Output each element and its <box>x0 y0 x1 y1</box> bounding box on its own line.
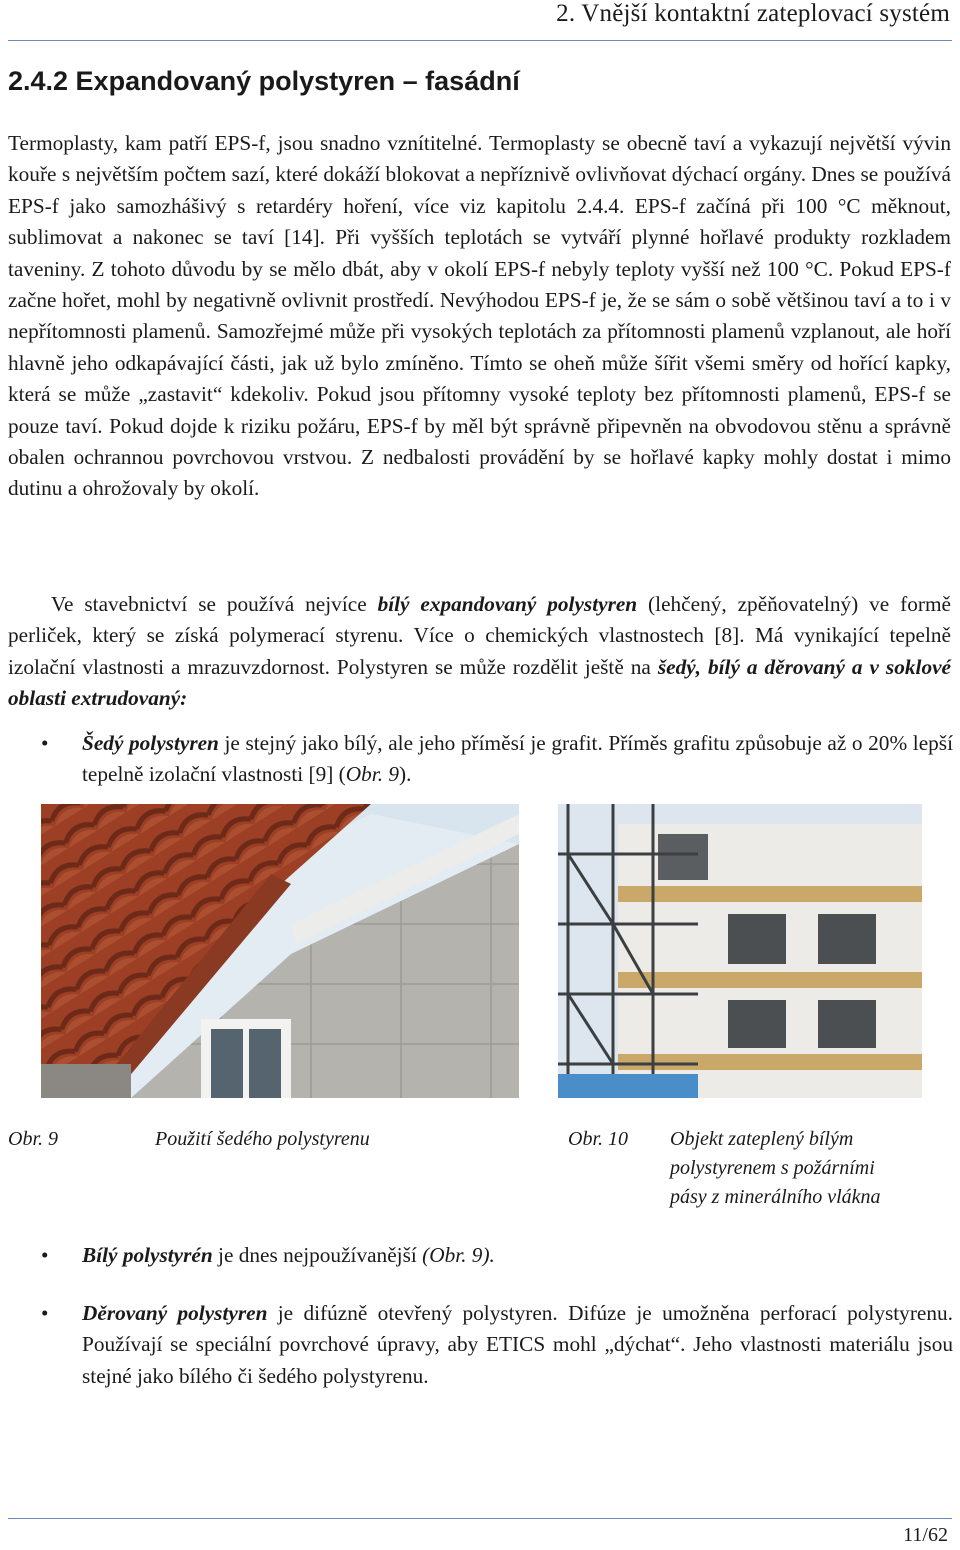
list-item-text: je stejný jako bílý, ale jeho příměsí je grafit. Příměs grafitu způsobuje až o 20% lepší tepelně izolační vlastnosti [9] ( <box>82 731 953 787</box>
list-item-text: ). <box>399 762 412 787</box>
running-header: 2. Vnější kontaktní zateplovací systém <box>556 0 950 27</box>
figure-10-caption <box>670 1125 930 1212</box>
section-heading: 2.4.2 Expandovaný polystyren – fasádní <box>8 66 520 96</box>
paragraph-text: Ve stavebnictví se používá nejvíce <box>51 592 378 616</box>
bullet-marker: • <box>41 1243 49 1267</box>
list-item-term: Děrovaný polystyren <box>82 1301 268 1325</box>
header-rule <box>8 40 952 41</box>
paragraph-text: (lehčený, zpěňovatelný) ve formě perliček, který se získá polymerací styrenu. Více o chemických vlastnostech [8]. Má vynikající tepelně izolační vlastnosti a mrazuvzdornost. Polystyren se může rozdělit ještě na <box>8 592 951 679</box>
figure-reference: (Obr. 9). <box>422 1243 495 1267</box>
figure-reference: Obr. 9 <box>345 762 400 787</box>
list-item-text: je dnes nejpoužívanější <box>212 1243 423 1267</box>
paragraph-polystyrene-types <box>8 589 951 715</box>
figure-grey-polystyrene-photo <box>41 804 519 1098</box>
page-number: 11/62 <box>903 1524 948 1546</box>
figure-10-label: Obr. 10 <box>568 1128 629 1150</box>
figure-9-label: Obr. 9 <box>8 1128 59 1150</box>
list-item-term: Šedý polystyren <box>82 731 219 755</box>
emphasis-white-eps: bílý expandovaný polystyren <box>377 592 638 616</box>
caption-line: Objekt zateplený bílým <box>670 1128 854 1150</box>
bullet-marker: • <box>41 1301 49 1325</box>
list-item-perforated-eps <box>41 1298 953 1392</box>
paragraph-fire-behaviour: Termoplasty, kam patří EPS-f, jsou snadno vznítitelné. Termoplasty se obecně taví a vykazují největší vývin kouře s největším počtem sazí, které dokáží blokovat a nepříznivě ovlivňovat dýchací orgány. Dnes se používá EPS-f jako samozhášivý s retardéry hoření, více viz kapitolu 2.4.4. EPS-f začíná při 100 °C měknout, sublimovat a nakonec se taví [14]. Při vyšších teplotách se vytváří plynné hořlavé produkty rozkladem taveniny. Z tohoto důvodu by se mělo dbát, aby v okolí EPS-f nebyly teploty vyšší než 100 °C. Pokud EPS-f začne hořet, mohl by negativně ovlivnit prostředí. Nevýhodou EPS-f je, že se sám o sobě většinou taví a to i v nepřítomnosti plamenů. Samozřejmé může při vysokých teplotách za přítomnosti plamenů vzplanout, ale hoří hlavně jeho odkapávající části, jak už bylo zmíněno. Tímto se oheň může šířit všemi směry od hořící kapky, která se může „zastavit“ kdekoliv. Pokud jsou přítomny vysoké teploty bez přítomnosti plamenů, EPS-f se pouze taví. Pokud dojde k riziku požáru, EPS-f by měl být správně připevněn na obvodovou stěnu a správně obalen ochrannou povrchovou vrstvou. Z nedbalosti provádění by se hořlavé kapky mohly dostat i mimo dutinu a ohrožovaly by okolí. <box>8 131 951 501</box>
list-item-term: Bílý polystyrén <box>82 1243 213 1267</box>
caption-line: polystyrenem s požárními <box>670 1157 875 1179</box>
list-item-white-eps <box>41 1240 953 1271</box>
list-item-grey-eps <box>41 728 953 791</box>
emphasis-types: šedý, bílý a děrovaný a v soklové oblasti extrudovaný: <box>8 654 951 711</box>
caption-line: pásy z minerálního vlákna <box>670 1186 881 1208</box>
figure-white-polystyrene-photo <box>558 804 922 1098</box>
footer-rule <box>8 1518 952 1519</box>
list-item-text: je difúzně otevřený polystyren. Difúze je umožněna perforací polystyrenu. Používají se speciální povrchové úpravy, aby ETICS mohl „dýchat“. Jeho vlastnosti materiálu jsou stejné jako bílého či šedého polystyrenu. <box>82 1301 953 1388</box>
figure-9-caption: Použití šedého polystyrenu <box>155 1128 370 1150</box>
bullet-marker: • <box>41 731 49 755</box>
